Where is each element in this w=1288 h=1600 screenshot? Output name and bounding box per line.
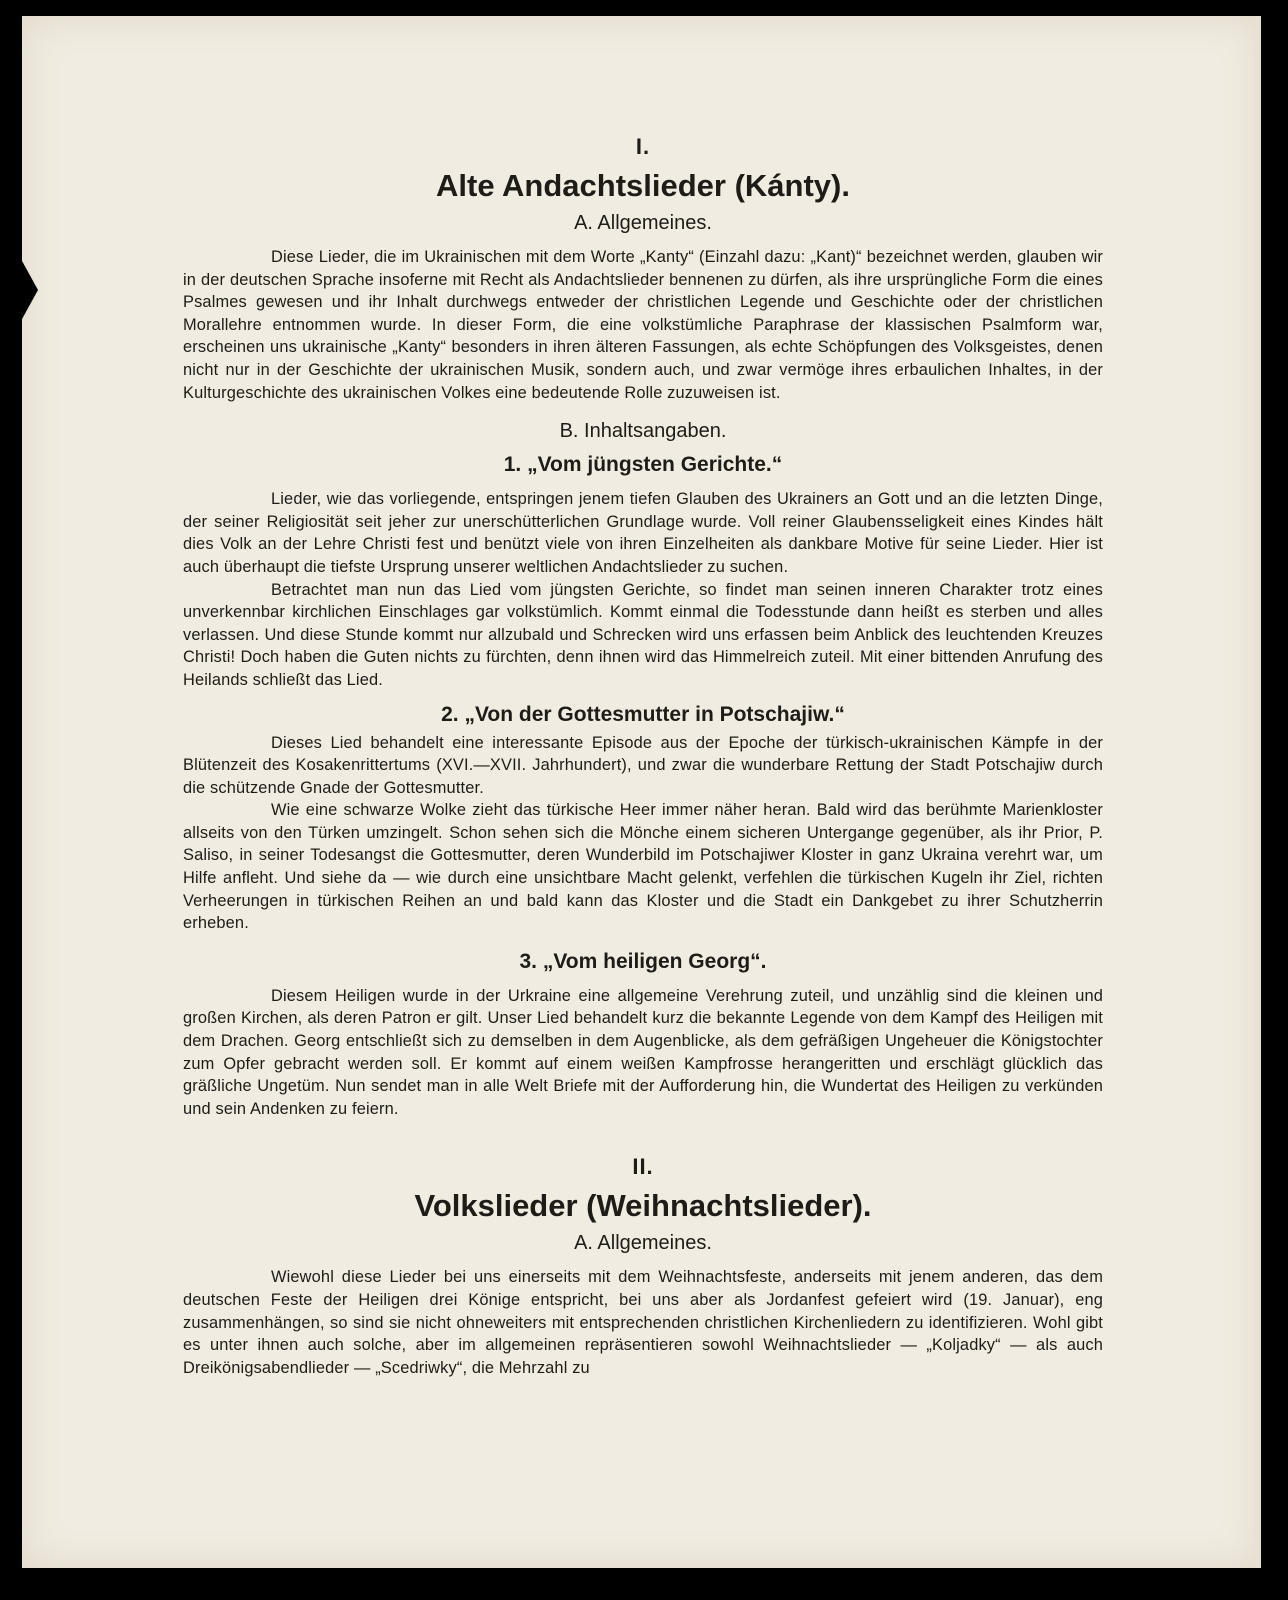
paragraph: Betrachtet man nun das Lied vom jüngsten Gerichte, so findet man seinen inneren Charakter trotz eines unverkennbar kirchlichen Einschlages gar volkstümlich. Kommt einmal die Todesstunde dann heißt es sterben und alles verlassen. Und diese Stunde kommt nur allzubald und Schrecken wird uns erfassen beim Anblick des leuchtenden Kreuzes Christi! Doch haben die Guten nichts zu fürchten, denn ihnen wird das Himmelreich zuteil. Mit einer bittenden Anrufung des Heilands schließt das Lied. (183, 580, 1103, 689)
torn-edge (16, 250, 38, 330)
section-heading: A. Allgemeines. (574, 212, 712, 234)
document-body (183, 130, 1103, 1379)
paragraph: Diesem Heiligen wurde in der Urkraine eine allgemeine Verehrung zuteil, und unzählig sind die kleinen und großen Kirchen, als deren Patron er gilt. Unser Lied behandelt kurz die bekannte Legende von dem Kampf des Heiligen mit dem Drachen. Georg entschließt sich zu demselben in dem Augenblicke, als dem gefräßigen Ungeheuer die Königstochter zum Opfer gebracht werden soll. Er kommt auf einem weißen Kampfrosse herangeritten und erschlägt glücklich das gräßliche Ungetüm. Nun sendet man in alle Welt Briefe mit der Aufforderung hin, die Wundertat des Heiligen zu verkünden und sein Andenken zu feiern. (183, 986, 1103, 1118)
part-number: II. (632, 1154, 654, 1180)
song-title: 3. „Vom heiligen Georg“. (519, 949, 767, 973)
paragraph: Wiewohl diese Lieder bei uns einerseits mit dem Weihnachtsfeste, anderseits mit jenem anderen, das dem deutschen Feste der Heiligen drei Könige entspricht, bei uns aber als Jordanfest gefeiert wird (19. Januar), eng zusammenhängen, so sind sie nicht ohneweiters mit entsprechenden christlichen Kirchenliedern zu identifizieren. Wohl gibt es unter ihnen auch solche, aber im allgemeinen repräsentieren sowohl Weihnachtslieder — „Koljadky“ — als auch Dreikönigsabendlieder — „Scedriwky“, die Mehrzahl zu (183, 1268, 1103, 1377)
song-title: 2. „Von der Gottesmutter in Potschajiw.“ (441, 702, 845, 726)
section-heading: A. Allgemeines. (574, 1232, 712, 1255)
song-title: 1. „Vom jüngsten Gerichte.“ (503, 453, 783, 477)
paragraph: Dieses Lied behandelt eine interessante Episode aus der Epoche der türkisch-ukrainischen Kämpfe in der Blütenzeit des Kosakenrittertums (XVI.—XVII. Jahrhundert), und zwar die wunderbare Rettung der Stadt Potschajiw durch die schützende Gnade der Gottesmutter. (183, 733, 1103, 797)
part-number: I. (635, 134, 651, 159)
paragraph: Wie eine schwarze Wolke zieht das türkische Heer immer näher heran. Bald wird das berühmte Marienkloster allseits von den Türken umzingelt. Schon sehen sich die Mönche einem sicheren Untergange gegenüber, als ihr Prior, P. Saliso, in seiner Todesangst die Gottesmutter, deren Wunderbild im Potschajiwer Kloster in ganz Ukraina verehrt war, um Hilfe anfleht. Und siehe da — wie durch eine unsichtbare Macht gelenkt, verfehlen die türkischen Kugeln ihr Ziel, richten Verheerungen in türkischen Reihen an und bald kann das Kloster und die Stadt ein Dankgebet zu ihrer Schutzherrin erheben. (183, 801, 1103, 933)
paragraph: Lieder, wie das vorliegende, entspringen jenem tiefen Glauben des Ukrainers an Gott und an die letzten Dinge, der seiner Religiosität seit jeher zur unerschütterlichen Grundlage wurde. Voll reiner Glaubensseligkeit eines Kindes hält dies Volk an der Lehre Christi fest und benützt viele von ihren Einzelheiten als dankbare Motive für seine Lieder. Hier ist auch überhaupt die tiefste Ursprung unserer weltlichen Andachtslieder zu suchen. (183, 490, 1103, 576)
part-title: Alte Andachtslieder (Kánty). (436, 168, 850, 203)
part-title: Volkslieder (Weihnachtslieder). (414, 1188, 872, 1224)
page-fold (1255, 16, 1261, 1568)
section-heading: B. Inhaltsangaben. (559, 420, 727, 443)
paragraph: Diese Lieder, die im Ukrainischen mit dem Worte „Kanty“ (Einzahl dazu: „Kant)“ bezeichnet werden, glauben wir in der deutschen Sprache insoferne mit Recht als Andachtslieder bennenen zu dürfen, als ihre ursprüngliche Form die eines Psalmes gewesen und ihr Inhalt durchwegs entweder der christlichen Legende und Geschichte oder der christlichen Morallehre entnommen wurde. In dieser Form, die eine volkstümliche Paraphrase der klassischen Psalmform war, erscheinen uns ukrainische „Kanty“ besonders in ihren älteren Fassungen, als echte Schöpfungen des Volksgeistes, denen nicht nur in der Geschichte der ukrainischen Musik, sondern auch, und zwar vermöge ihres erbaulichen Inhaltes, in der Kulturgeschichte des ukrainischen Volkes eine bedeutende Rolle zuzuweisen ist. (183, 248, 1103, 402)
